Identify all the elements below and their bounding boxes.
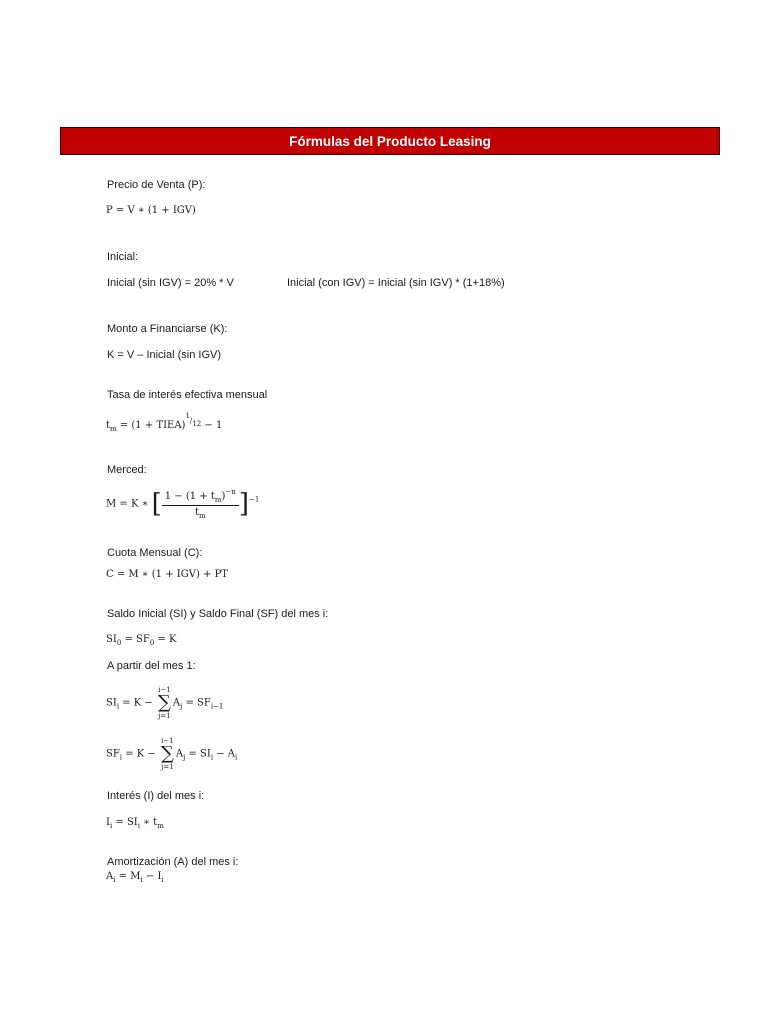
interes-label: Interés (I) del mes i:	[107, 790, 205, 802]
saldo-label: Saldo Inicial (SI) y Saldo Final (SF) del mes i:	[107, 608, 329, 620]
monto-label: Monto a Financiarse (K):	[107, 323, 228, 335]
tasa-formula: $t_m = (1$ + TIEA)$^{^1/_{12}}$ − 1	[106, 412, 223, 433]
amort-label: Amortización (A) del mes i:	[107, 856, 239, 868]
precio-label: Precio de Venta (P):	[107, 179, 206, 191]
inicial-sin-igv: Inicial (sin IGV) = 20% * V	[107, 277, 234, 289]
saldo-initial-formula: $SI_0 = SF_0 = K$	[106, 634, 177, 647]
merced-formula: M = K ∗ [ $\frac{1 - (1 + t_m)^{-n}}{t_m}$ ]$^{-1}$	[106, 488, 260, 520]
apartir-label: A partir del mes 1:	[107, 660, 196, 672]
merced-label: Merced:	[107, 464, 147, 476]
inicial-con-igv: Inicial (con IGV) = Inicial (sin IGV) * (1+18%)	[287, 277, 505, 289]
cuota-label: Cuota Mensual (C):	[107, 547, 203, 559]
monto-formula: K = V – Inicial (sin IGV)	[107, 349, 222, 361]
amort-formula: $A_i = M_i - I_i$	[106, 871, 164, 884]
interes-formula: $I_i = SI_i$ ∗ $t_m$	[106, 817, 164, 830]
sf-formula: $SF_i = K$ − i−1 ∑ j=1 $A_j = SI_i - A_i$	[106, 737, 238, 771]
cuota-formula: C = M ∗ (1 + IGV) + PT	[106, 569, 228, 580]
tasa-label: Tasa de interés efectiva mensual	[107, 389, 268, 401]
inicial-label: Inicial:	[107, 251, 139, 263]
precio-formula: P = V ∗ (1 + IGV)	[106, 205, 196, 216]
page-title: Fórmulas del Producto Leasing	[289, 133, 491, 149]
title-banner	[60, 127, 720, 155]
si-formula: $SI_i = K$ − i−1 ∑ j=1 $A_j = SF_{i-1}$	[106, 686, 224, 720]
